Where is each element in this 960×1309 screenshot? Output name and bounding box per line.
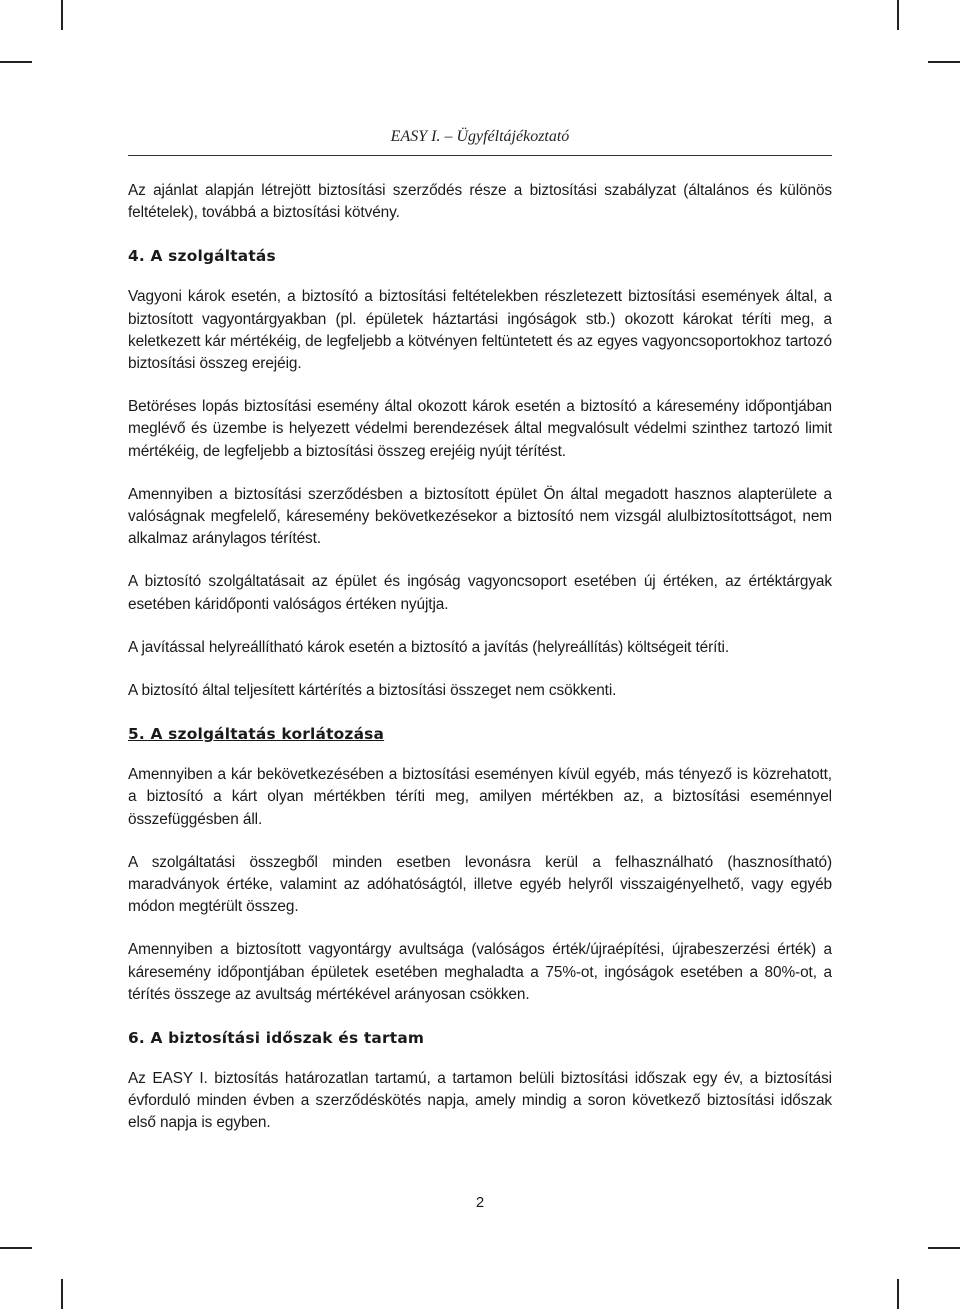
crop-mark <box>897 0 899 30</box>
section-5-paragraph: Amennyiben a biztosított vagyontárgy avultsága (valóságos érték/újraépítési, újrabeszerzési érték) a káresemény időpontjában épületek esetében meghaladta a 75%-ot, ingóságok esetében a 80%-ot, a térítés összege az avultság mértékével arányosan csökken. <box>128 941 832 1003</box>
section-6-heading: 6. A biztosítási időszak és tartam <box>128 1029 425 1048</box>
crop-mark <box>61 1279 63 1309</box>
crop-mark <box>61 0 63 30</box>
section-4-paragraph: A biztosító szolgáltatásait az épület és ingóság vagyoncsoport esetében új értéken, az értéktárgyak esetében káridőponti valóságos értéken nyújtja. <box>128 573 832 613</box>
crop-mark <box>897 1279 899 1309</box>
header-rule <box>128 155 832 156</box>
page-number: 2 <box>475 1194 485 1211</box>
crop-mark <box>0 61 32 63</box>
section-4-paragraph: Amennyiben a biztosítási szerződésben a biztosított épület Ön által megadott hasznos alapterülete a valóságnak megfelelő, káresemény bekövetkezésekor a biztosító nem vizsgál alulbiztosítottságot, nem alkalmaz aránylagos térítést. <box>128 485 832 548</box>
document-body <box>128 180 832 1156</box>
section-5-paragraph: A szolgáltatási összegből minden esetben levonásra kerül a felhasználható (hasznosítható) maradványok értéke, valamint az adóhatóságtól, illetve egyéb helyről visszaigényelhető, vagy egyéb módon megtérült összeg. <box>128 853 832 916</box>
section-5-paragraph: Amennyiben a kár bekövetkezésében a biztosítási eseményen kívül egyéb, más tényező is közrehatott, a biztosító a kárt olyan mértékben téríti meg, amilyen mértékben az, a biztosítási eseménnyel összefüggésben áll. <box>128 766 832 828</box>
crop-mark <box>0 1247 32 1249</box>
section-4-paragraph: A javítással helyreállítható károk esetén a biztosító a javítás (helyreállítás) költségeit téríti. <box>128 638 729 656</box>
section-6-paragraph: Az EASY I. biztosítás határozatlan tartamú, a tartamon belüli biztosítási időszak egy év, a biztosítási évforduló minden évben a szerződéskötés napja, amely mindig a soron következő biztosítási időszak első napja is egyben. <box>128 1070 832 1132</box>
intro-paragraph: Az ajánlat alapján létrejött biztosítási szerződés része a biztosítási szabályzat (általános és különös feltételek), továbbá a biztosítási kötvény. <box>128 182 832 222</box>
section-4-paragraph: A biztosító által teljesített kártérítés a biztosítási összeget nem csökkenti. <box>128 682 617 700</box>
running-header: EASY I. – Ügyféltájékoztató <box>390 128 570 145</box>
section-5-heading: 5. A szolgáltatás korlátozása <box>128 725 385 744</box>
crop-mark <box>928 1247 960 1249</box>
section-4-heading: 4. A szolgáltatás <box>128 247 276 266</box>
section-4-paragraph: Betöréses lopás biztosítási esemény által okozott károk esetén a biztosító a káresemény időpontjában meglévő és üzembe is helyezett védelmi berendezések által megvalósult védelmi szinthez tartozó limit mértékéig, de legfeljebb a biztosítási összeg erejéig nyújt térítést. <box>128 398 832 460</box>
section-4-paragraph: Vagyoni károk esetén, a biztosító a biztosítási feltételekben részletezett biztosítási események által, a biztosított vagyontárgyakban (pl. épületek háztartási ingóságok stb.) okozott károkat téríti meg, a keletkezett kár mértékéig, de legfeljebb a kötvényen feltüntetett és az egyes vagyoncsoportokhoz tartozó biztosítási összeg erejéig. <box>128 288 832 373</box>
crop-mark <box>928 61 960 63</box>
